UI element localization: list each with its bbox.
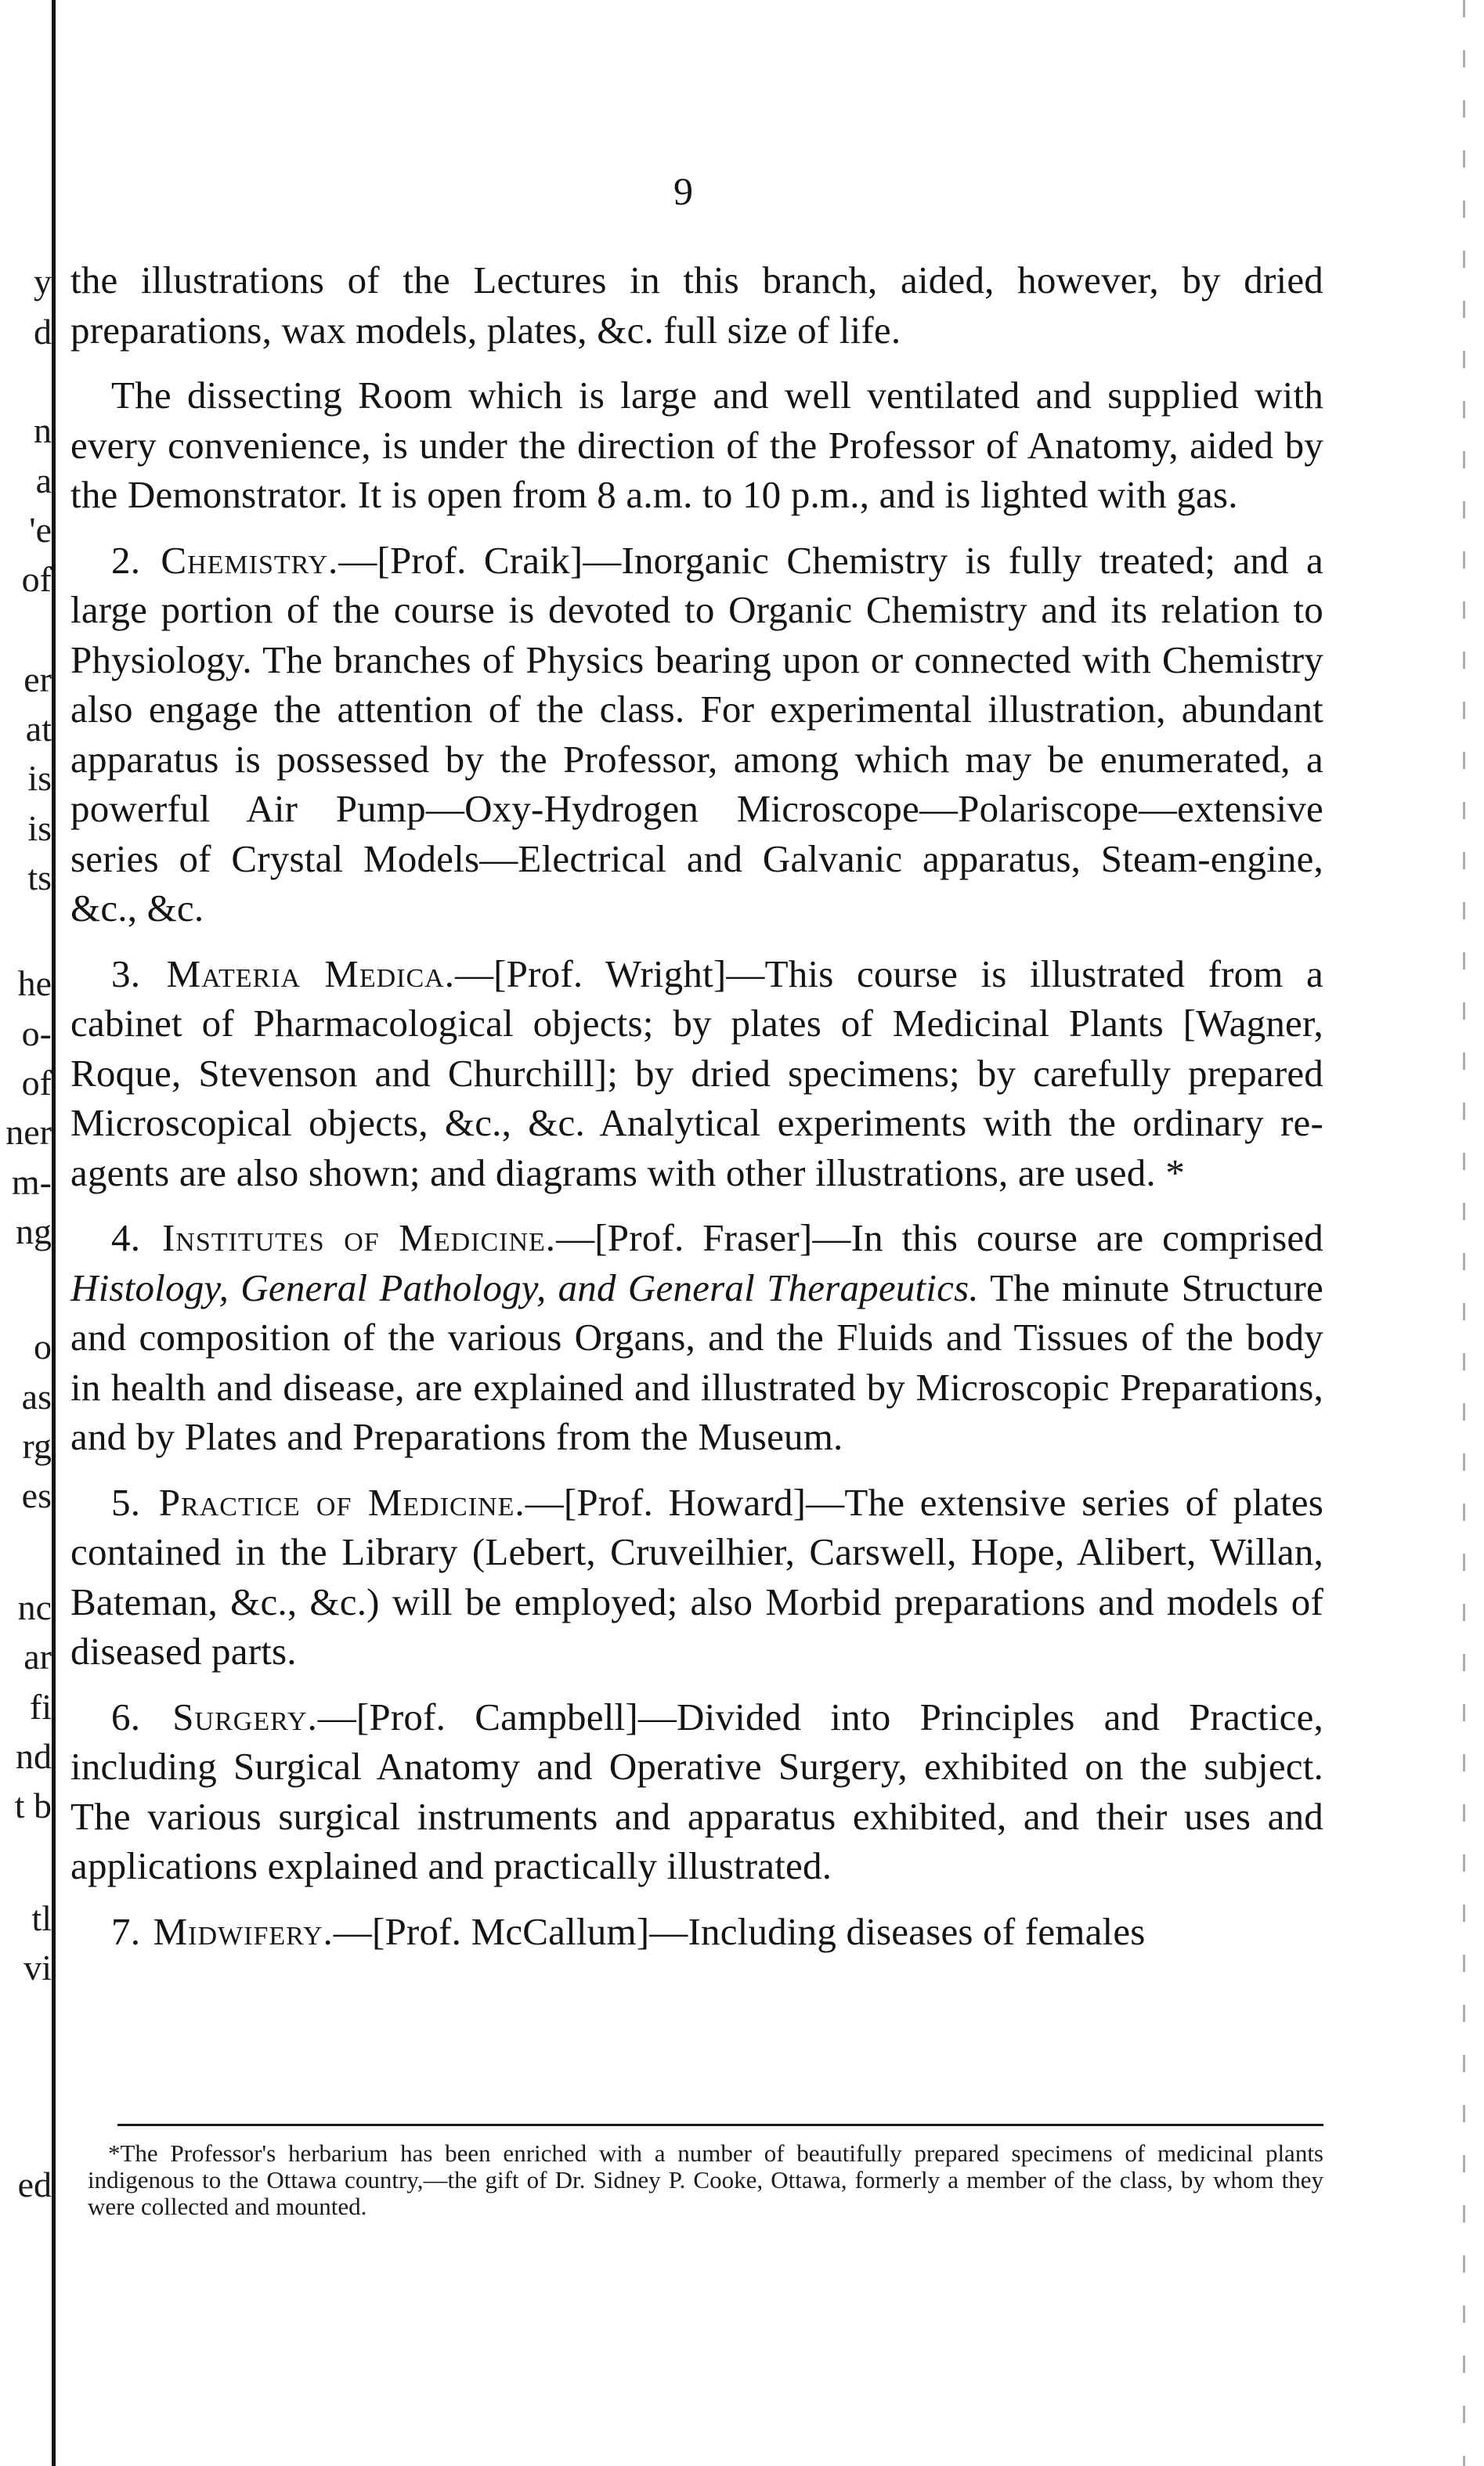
section-number: 4. [111, 1216, 141, 1259]
section-heading: Practice of Medicine. [158, 1480, 525, 1524]
margin-fragment: ng [16, 1211, 52, 1251]
section-text: —[Prof. McCallum]—Including diseases of females [333, 1909, 1146, 1953]
margin-fragment: nc [17, 1587, 52, 1627]
section-text: —[Prof. Howard]—The extensive series of plates contained in the Library (Lebert, Cruveilhier, Carswell, Hope, Alibert, Willan, Bateman, &c., &c.) will be employed; also Morbid preparations and models of diseased parts. [70, 1480, 1324, 1673]
margin-fragment: is [27, 808, 52, 848]
section-number: 6. [111, 1695, 141, 1738]
section-heading: Midwifery. [153, 1909, 334, 1953]
margin-fragment: rg [22, 1426, 52, 1466]
left-margin-bleed-through [0, 0, 53, 2466]
margin-fragment: ner [5, 1112, 52, 1152]
margin-fragment: fi [29, 1687, 52, 1727]
page-body [70, 255, 1323, 1972]
margin-fragment: o- [21, 1013, 52, 1053]
margin-fragment: ts [27, 858, 52, 897]
margin-fragment: vi [23, 1948, 52, 1988]
footnote: *The Professor's herbarium has been enriched with a number of beautifully prepared specimens of medicinal plants indigenous to the Ottawa country,—the gift of Dr. Sidney P. Cooke, Ottawa, formerly a member of the class, by whom they were collected and mounted. [88, 2139, 1323, 2220]
section-text: —[Prof. Fraser]—In this course are comprised [556, 1216, 1324, 1259]
margin-fragment: d [34, 312, 52, 352]
margin-fragment: es [21, 1475, 52, 1515]
section-text: —[Prof. Campbell]—Divided into Principles and Practice, including Surgical Anatomy and Operative Surgery, exhibited on the subject. The various surgical instruments and apparatus exhibited, and their uses and applications explained and practically illustrated. [70, 1695, 1324, 1887]
margin-fragment: ed [17, 2165, 52, 2204]
section-practice-of-medicine [70, 1478, 1323, 1677]
section-heading: Materia Medica. [166, 951, 455, 995]
margin-fragment: ar [23, 1637, 52, 1677]
section-number: 7. [111, 1909, 141, 1953]
section-materia-medica [70, 949, 1323, 1198]
margin-fragment: at [25, 709, 52, 749]
section-emphasis: Histology, General Pathology, and General Therapeutics. [70, 1265, 979, 1309]
section-heading: Chemistry. [161, 538, 339, 582]
section-surgery [70, 1692, 1323, 1891]
margin-fragment: er [23, 659, 52, 699]
section-institutes-of-medicine [70, 1213, 1323, 1462]
margin-fragment: he [17, 963, 52, 1003]
section-text: —[Prof. Craik]—Inorganic Chemistry is fully treated; and a large portion of the course is devoted to Organic Chemistry and its relation to Physiology. The branches of Physics bearing upon or connected with Chemistry also engage the attention of the class. For experimental illustration, abundant apparatus is possessed by the Professor, among which may be enumerated, a powerful Air Pump—Oxy-Hydrogen Microscope—Polariscope—extensive series of Crystal Models—Electrical and Galvanic apparatus, Steam-engine, &c., &c. [70, 538, 1324, 930]
binding-edge-line [52, 0, 56, 2466]
paragraph-dissecting-room: The dissecting Room which is large and well ventilated and supplied with every convenience, is under the direction of the Professor of Anatomy, aided by the Demonstrator. It is open from 8 a.m. to 10 p.m., and is lighted with gas. [70, 374, 1323, 516]
margin-fragment: tl [31, 1898, 52, 1938]
margin-fragment: o [34, 1327, 52, 1367]
section-number: 2. [111, 538, 141, 582]
margin-fragment: as [21, 1377, 52, 1417]
section-chemistry [70, 536, 1323, 933]
margin-fragment: y [34, 262, 52, 301]
margin-fragment: a [35, 460, 52, 500]
margin-fragment: of [21, 1063, 52, 1103]
section-text: The minute Structure and composition of the various Organs, and the Fluids and Tissues of the body in health and disease, are explained and illustrated by Microscopic Preparations, and by Plates and Preparations from the Museum. [70, 1265, 1323, 1458]
margin-fragment: 'e [29, 510, 52, 550]
section-number: 5. [111, 1480, 141, 1524]
section-heading: Institutes of Medicine. [161, 1216, 557, 1259]
margin-fragment: m- [11, 1162, 52, 1202]
section-text: —[Prof. Wright]—This course is illustrated from a cabinet of Pharmacological objects; by plates of Medicinal Plants [Wagner, Roque, Stevenson and Churchill]; by dried specimens; by carefully prepared Microscopical objects, &c., &c. Analytical experiments with the ordinary re-agents are also shown; and diagrams with other illustrations, are used. * [70, 951, 1323, 1194]
margin-fragment: n [34, 410, 52, 450]
paragraph-anatomy-continued: the illustrations of the Lectures in this branch, aided, however, by dried preparations, wax models, plates, &c. full size of life. [70, 258, 1323, 352]
margin-fragment: nd [16, 1736, 52, 1776]
section-midwifery [70, 1907, 1323, 1957]
margin-fragment: t b [14, 1785, 52, 1825]
margin-fragment: is [27, 758, 52, 798]
footnote-divider [117, 2124, 1323, 2126]
margin-fragment: of [21, 559, 52, 599]
section-heading: Surgery. [172, 1695, 318, 1738]
page-number: 9 [673, 169, 693, 213]
right-page-edge [1463, 0, 1465, 2466]
section-number: 3. [111, 951, 141, 995]
